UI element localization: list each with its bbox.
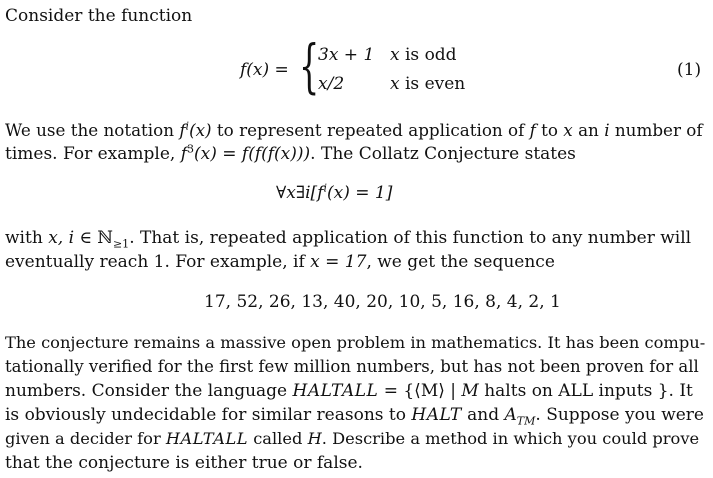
para3-line5: given a decider for HALTALL called H. Describe a method in which you could prove bbox=[5, 429, 700, 448]
para3-line4: is obviously undecidable for similar reasons to HALT and $A_{TM}$. Suppose you were bbox=[5, 405, 704, 428]
para3-line1: The conjecture remains a massive open problem in mathematics. It has been compu- bbox=[5, 333, 706, 352]
para3-line3: numbers. Consider the language HALTALL = {⟨M⟩ | M halts on ALL inputs }. It bbox=[5, 381, 693, 401]
para3-line6: that the conjecture is either true or false. bbox=[5, 453, 363, 473]
conjecture-formula: $\forall x\exists i[f^i(x) = 1]$ bbox=[276, 181, 393, 203]
case2-expression: x/2 bbox=[318, 74, 345, 94]
cases-brace: { bbox=[299, 32, 320, 100]
para1-line2: times. For example, $f^3(x) = f(f(f(x)))$. The Collatz Conjecture states bbox=[5, 142, 576, 164]
case1-condition: x is odd bbox=[390, 45, 457, 65]
para2-line2: eventually reach 1. For example, if x = 17, we get the sequence bbox=[5, 252, 555, 272]
intro-text: Consider the function bbox=[5, 6, 193, 26]
para2-line1: with x, i ∈ ℕ$_{\ge 1}$. That is, repeated application of this function to any number will bbox=[5, 228, 692, 251]
case2-condition: x is even bbox=[390, 74, 466, 94]
para1-line1: We use the notation $f^i(x)$ to represent repeated application of f to x an i number of bbox=[5, 119, 703, 140]
case1-expression: 3x + 1 bbox=[318, 45, 375, 65]
equation-number: (1) bbox=[677, 60, 702, 80]
para3-line2: tationally verified for the first few million numbers, but has not been proven for all bbox=[5, 357, 699, 376]
equation-lhs: f(x) = bbox=[240, 60, 289, 80]
collatz-sequence: 17, 52, 26, 13, 40, 20, 10, 5, 16, 8, 4, 2, 1 bbox=[204, 292, 561, 312]
